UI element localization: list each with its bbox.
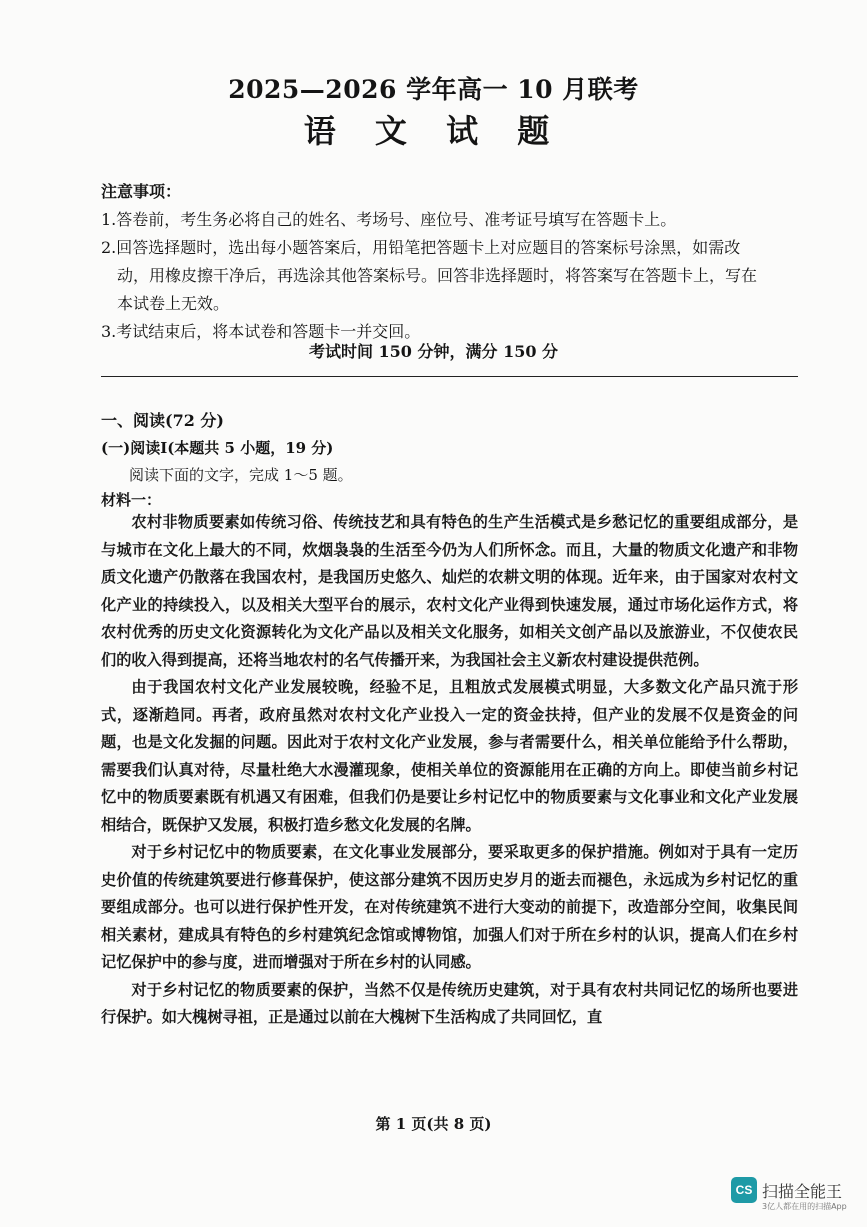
watermark-app-name: 扫描全能王	[762, 1182, 843, 1201]
subsection-title: (一)阅读Ⅰ(本题共 5 小题，19 分)	[101, 439, 334, 457]
notice-item-1: 1.答卷前，考生务必将自己的姓名、考场号、座位号、准考证号填写在答题卡上。	[101, 210, 677, 229]
notice-item-2-continuation-end: 本试卷上无效。	[117, 294, 230, 313]
notice-item-2-continuation: 动，用橡皮擦干净后，再选涂其他答案标号。回答非选择题时，将答案写在答题卡上，写在	[117, 266, 758, 285]
camscanner-logo-icon: CS	[731, 1177, 757, 1203]
reading-passage	[101, 509, 798, 1032]
watermark-tagline: 3亿人都在用的扫描App	[762, 1202, 847, 1211]
scanner-watermark	[731, 1175, 849, 1215]
paragraph: 对于乡村记忆的物质要素的保护，当然不仅是传统历史建筑，对于具有农村共同记忆的场所也要进行保护。如大槐树寻祖，正是通过以前在大槐树下生活构成了共同回忆，直	[101, 980, 798, 1026]
notice-block	[101, 178, 801, 346]
reading-instruction: 阅读下面的文字，完成 1～5 题。	[129, 466, 353, 484]
section-title: 一、阅读(72 分)	[101, 411, 224, 430]
exam-title: 2025—2026 学年高一 10 月联考	[228, 75, 639, 104]
paragraph: 农村非物质要素如传统习俗、传统技艺和具有特色的生产生活模式是乡愁记忆的重要组成部分，是与城市在文化上最大的不同，炊烟袅袅的生活至今仍为人们所怀念。而且，大量的物质文化遗产和非物质文化遗产仍散落在我国农村，是我国历史悠久、灿烂的农耕文明的体现。近年来，由于国家对农村文化产业的持续投入，以及相关大型平台的展示，农村文化产业得到快速发展，通过市场化运作方式，将农村优秀的历史文化资源转化为文化产品以及相关文化服务，如相关文创产品以及旅游业，不仅使农民们的收入得到提高，还将当地农村的名气传播开来，为我国社会主义新农村建设提供范例。	[101, 513, 798, 669]
paragraph: 对于乡村记忆中的物质要素，在文化事业发展部分，要采取更多的保护措施。例如对于具有一定历史价值的传统建筑要进行修葺保护，使这部分建筑不因历史岁月的逝去而褪色，永远成为乡村记忆的重要组成部分。也可以进行保护性开发，在对传统建筑不进行大变动的前提下，改造部分空间，收集民间相关素材，建成具有特色的乡村建筑纪念馆或博物馆，加强人们对于所在乡村的认识，提高人们在乡村记忆保护中的参与度，进而增强对于所在乡村的认同感。	[101, 843, 798, 971]
notice-item-3: 3.考试结束后，将本试卷和答题卡一并交回。	[101, 322, 421, 341]
subject-title: 语 文 试 题	[303, 112, 564, 150]
page-number: 第 1 页(共 8 页)	[375, 1115, 492, 1133]
material-label: 材料一：	[101, 491, 162, 509]
exam-time-info: 考试时间 150 分钟，满分 150 分	[308, 342, 559, 361]
paragraph: 由于我国农村文化产业发展较晚，经验不足，且粗放式发展模式明显，大多数文化产品只流于形式，逐渐趋同。再者，政府虽然对农村文化产业投入一定的资金扶持，但产业的发展不仅是资金的问题，也是文化发掘的问题。因此对于农村文化产业发展，参与者需要什么，相关单位能给予什么帮助，需要我们认真对待，尽量杜绝大水漫灌现象，使相关单位的资源能用在正确的方向上。即使当前乡村记忆中的物质要素既有机遇又有困难，但我们仍是要让乡村记忆中的物质要素与文化事业和文化产业发展相结合，既保护又发展，积极打造乡愁文化发展的名牌。	[101, 678, 798, 834]
notice-heading: 注意事项：	[101, 182, 182, 201]
divider-line	[101, 376, 798, 377]
notice-item-2: 2.回答选择题时，选出每小题答案后，用铅笔把答题卡上对应题目的答案标号涂黑，如需改	[101, 238, 741, 257]
